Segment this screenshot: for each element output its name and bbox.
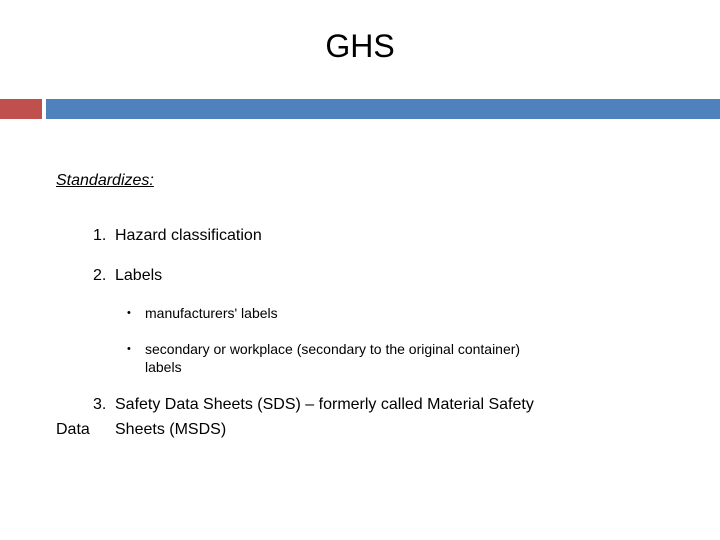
bullet-marker: •: [127, 307, 131, 319]
list-item-number: 3.: [93, 396, 107, 413]
list-item-3-continuation: [56, 421, 90, 439]
sub-bullet-text: secondary or workplace (secondary to the original container): [145, 341, 521, 357]
sub-bullet-text: manufacturers' labels: [145, 305, 278, 321]
list-item-text: Labels: [115, 267, 163, 284]
slide-title: GHS: [325, 28, 395, 64]
subheading: Standardizes:: [56, 172, 154, 189]
list-item-2: [93, 267, 162, 285]
list-item-1: [93, 227, 262, 245]
list-item-3: [93, 396, 534, 414]
list-item-text: Safety Data Sheets (SDS) – formerly called Material Safety: [115, 396, 534, 413]
header-accent-bar-blue: [46, 99, 720, 119]
list-item-number: 1.: [93, 227, 107, 244]
sub-bullet-2: [127, 340, 597, 378]
header-accent-bar-red: [0, 99, 42, 119]
sub-bullet-1: [127, 304, 587, 324]
continuation-word: Data: [56, 421, 90, 438]
list-item-text: Hazard classification: [115, 227, 262, 244]
list-item-3-continuation-rest: [115, 421, 226, 439]
list-item-number: 2.: [93, 267, 107, 284]
bullet-marker: •: [127, 343, 131, 355]
sub-bullet-text-continued: labels: [145, 359, 182, 375]
continuation-text: Sheets (MSDS): [115, 421, 227, 438]
